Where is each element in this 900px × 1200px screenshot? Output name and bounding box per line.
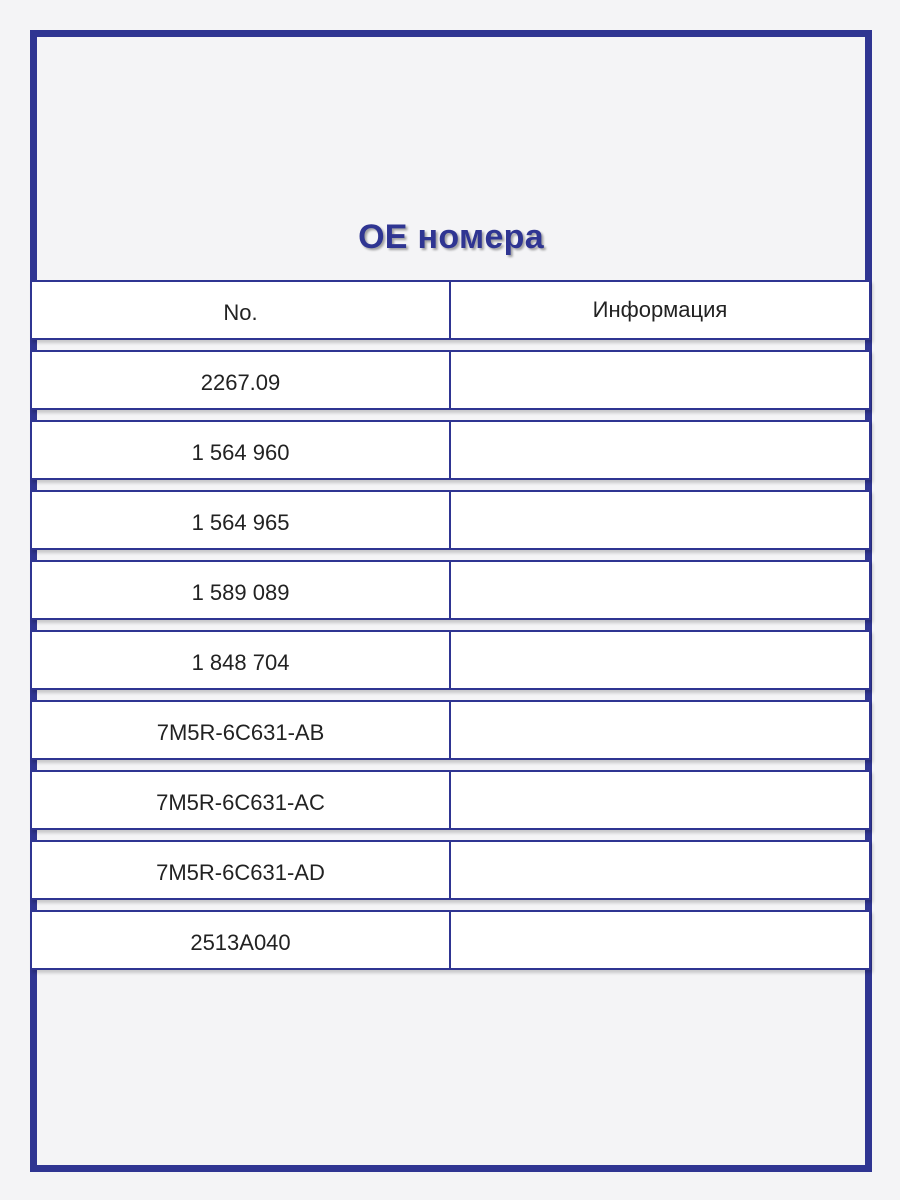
cell-info <box>451 772 869 828</box>
cell-no: 2513A040 <box>32 912 451 968</box>
cell-info <box>451 352 869 408</box>
table-row <box>30 350 871 410</box>
page-title: OE номера <box>358 218 544 256</box>
cell-info <box>451 912 869 968</box>
table-row <box>30 700 871 760</box>
cell-info <box>451 492 869 548</box>
cell-info <box>451 562 869 618</box>
column-header-no: No. <box>32 282 451 338</box>
cell-no: 1 589 089 <box>32 562 451 618</box>
cell-no: 1 564 960 <box>32 422 451 478</box>
cell-info <box>451 422 869 478</box>
table-row <box>30 420 871 480</box>
table-row <box>30 560 871 620</box>
table-row <box>30 630 871 690</box>
cell-no: 2267.09 <box>32 352 451 408</box>
column-header-info: Информация <box>592 297 728 322</box>
cell-no: 1 848 704 <box>32 632 451 688</box>
cell-no: 7M5R-6C631-AD <box>32 842 451 898</box>
cell-no: 7M5R-6C631-AB <box>32 702 451 758</box>
table-row <box>30 910 871 970</box>
cell-info <box>451 842 869 898</box>
table-row <box>30 770 871 830</box>
cell-no: 1 564 965 <box>32 492 451 548</box>
cell-info <box>451 702 869 758</box>
table-row <box>30 840 871 900</box>
cell-no: 7M5R-6C631-AC <box>32 772 451 828</box>
table-header-row <box>30 280 871 340</box>
cell-info <box>451 632 869 688</box>
table-row <box>30 490 871 550</box>
